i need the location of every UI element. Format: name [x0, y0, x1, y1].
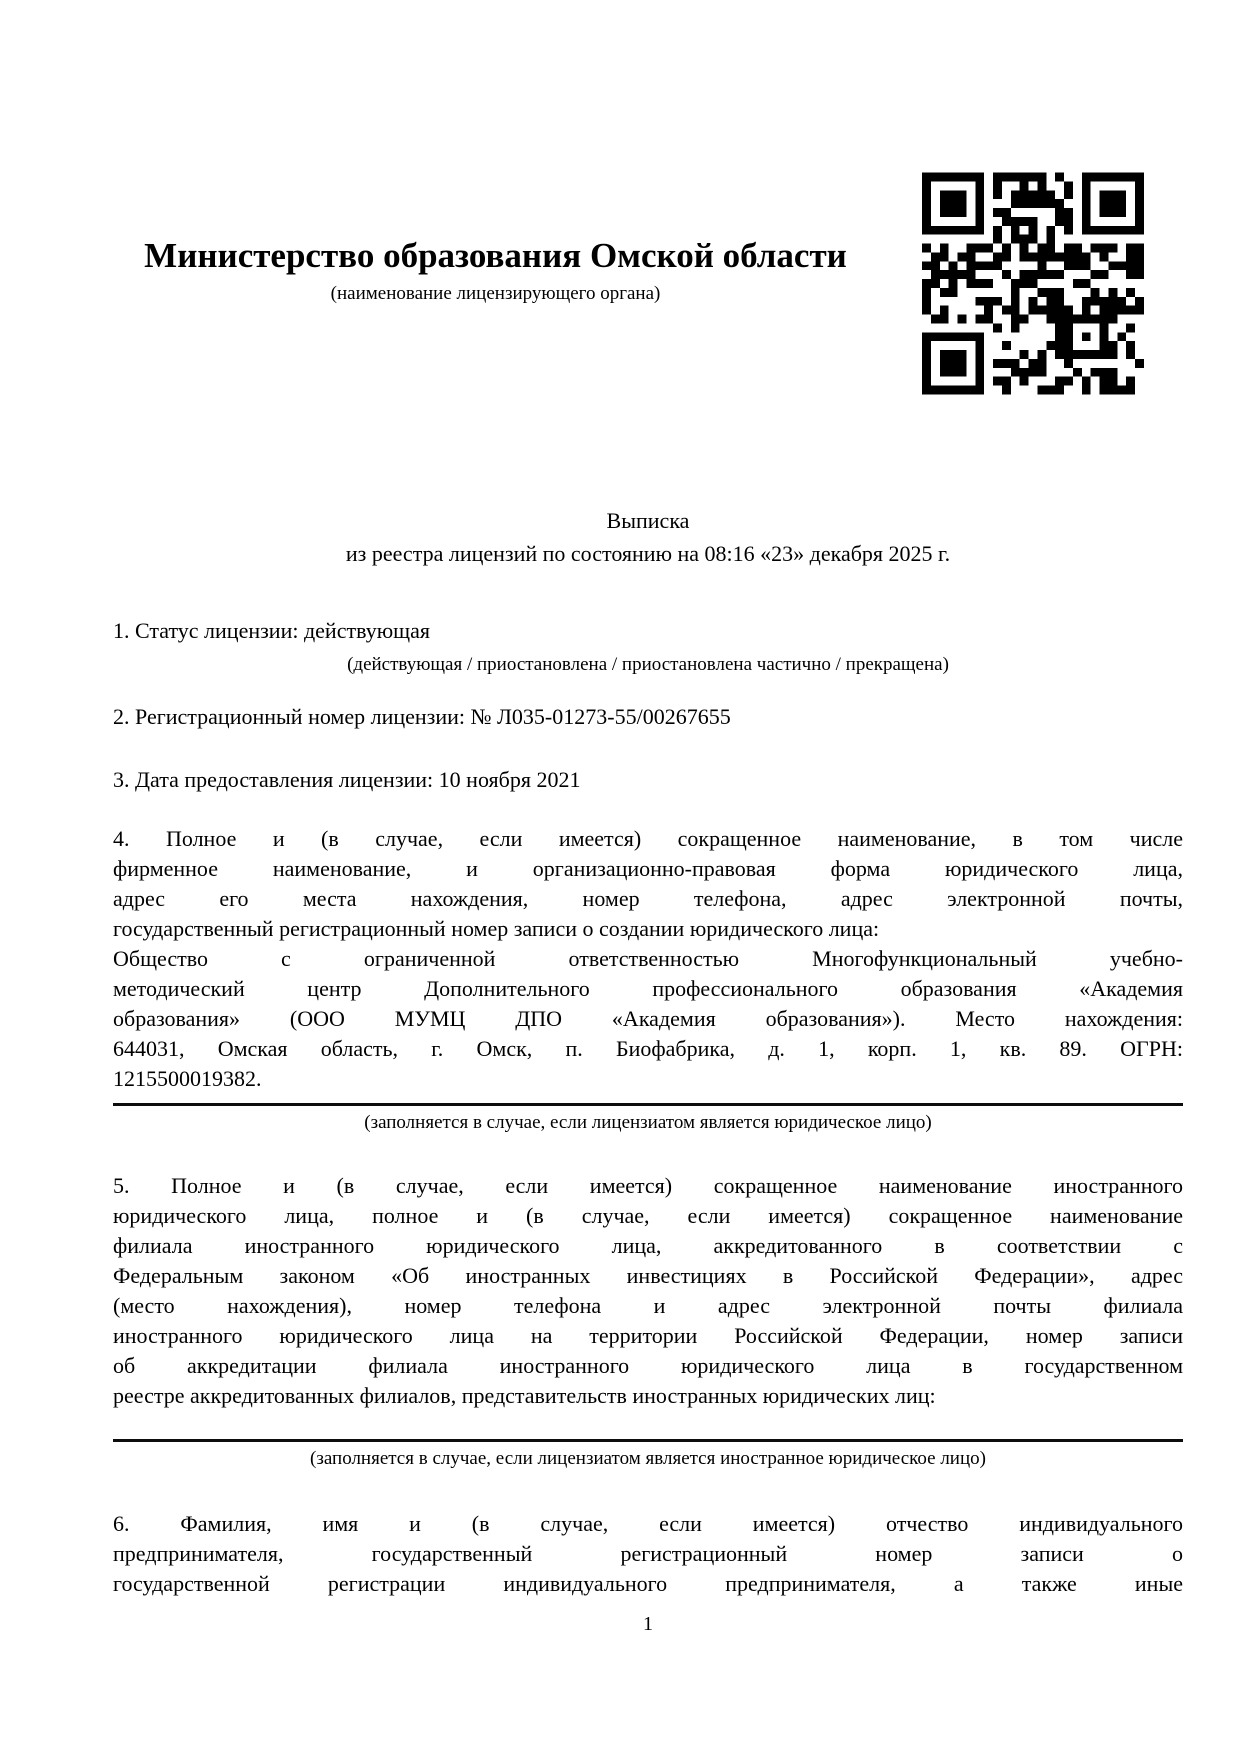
text-line: 4. Полное и (в случае, если имеется) сокращенное наименование, в том числе — [113, 826, 1183, 851]
header-block — [113, 232, 878, 306]
text-line: 6. Фамилия, имя и (в случае, если имеется) отчество индивидуального — [113, 1511, 1183, 1536]
divider-line — [113, 1439, 1183, 1442]
foreign-entity-caption: (заполняется в случае, если лицензиатом является иностранное юридическое лицо) — [310, 1448, 986, 1469]
licensing-authority-name: Министерство образования Омской области — [144, 236, 847, 275]
entrepreneur-paragraph — [113, 1509, 1183, 1599]
legal-entity-label — [113, 824, 1183, 944]
text-line: 5. Полное и (в случае, если имеется) сокращенное наименование иностранного — [113, 1173, 1183, 1198]
page-number: 1 — [643, 1613, 653, 1635]
text-line: Федеральным законом «Об иностранных инвестициях в Российской Федерации», адрес — [113, 1263, 1183, 1288]
text-line: Общество с ограниченной ответственностью Многофункциональный учебно- — [113, 946, 1183, 971]
foreign-entity-paragraph — [113, 1171, 1183, 1411]
text-line: иностранного юридического лица на территории Российской Федерации, номер записи — [113, 1323, 1183, 1348]
registration-number-line: 2. Регистрационный номер лицензии: № Л035-01273-55/00267655 — [113, 704, 731, 729]
extract-subtitle: из реестра лицензий по состоянию на 08:16 «23» декабря 2025 г. — [345, 541, 951, 566]
text-line: образования» (ООО МУМЦ ДПО «Академия образования»). Место нахождения: — [113, 1006, 1183, 1031]
divider-line — [113, 1103, 1183, 1106]
licensing-authority-caption: (наименование лицензирующего органа) — [330, 283, 661, 304]
legal-entity-value — [113, 944, 1183, 1094]
extract-title-block — [113, 504, 1183, 570]
text-line: юридического лица, полное и (в случае, если имеется) сокращенное наименование — [113, 1203, 1183, 1228]
text-line: методический центр Дополнительного профессионального образования «Академия — [113, 976, 1183, 1001]
text-line: об аккредитации филиала иностранного юридического лица в государственном — [113, 1353, 1183, 1378]
text-line: 644031, Омская область, г. Омск, п. Биофабрика, д. 1, корп. 1, кв. 89. ОГРН: — [113, 1036, 1183, 1061]
text-line: государственной регистрации индивидуального предпринимателя, а также иные — [113, 1571, 1183, 1596]
text-line: реестре аккредитованных филиалов, представительств иностранных юридических лиц: — [113, 1383, 936, 1408]
qr-code — [922, 172, 1144, 395]
text-line: фирменное наименование, и организационно-правовая форма юридического лица, — [113, 856, 1183, 881]
text-line: адрес его места нахождения, номер телефона, адрес электронной почты, — [113, 886, 1183, 911]
grant-date-line: 3. Дата предоставления лицензии: 10 ноября 2021 — [113, 767, 581, 792]
status-options-caption: (действующая / приостановлена / приостановлена частично / прекращена) — [347, 654, 949, 675]
text-line: филиала иностранного юридического лица, аккредитованного в соответствии с — [113, 1233, 1183, 1258]
text-line: государственный регистрационный номер записи о создании юридического лица: — [113, 916, 880, 941]
extract-title: Выписка — [606, 508, 690, 533]
legal-entity-caption: (заполняется в случае, если лицензиатом является юридическое лицо) — [364, 1112, 932, 1133]
text-line: (место нахождения), номер телефона и адрес электронной почты филиала — [113, 1293, 1183, 1318]
text-line: предпринимателя, государственный регистрационный номер записи о — [113, 1541, 1183, 1566]
license-status-line: 1. Статус лицензии: действующая — [113, 618, 430, 643]
text-line: 1215500019382. — [113, 1066, 262, 1091]
